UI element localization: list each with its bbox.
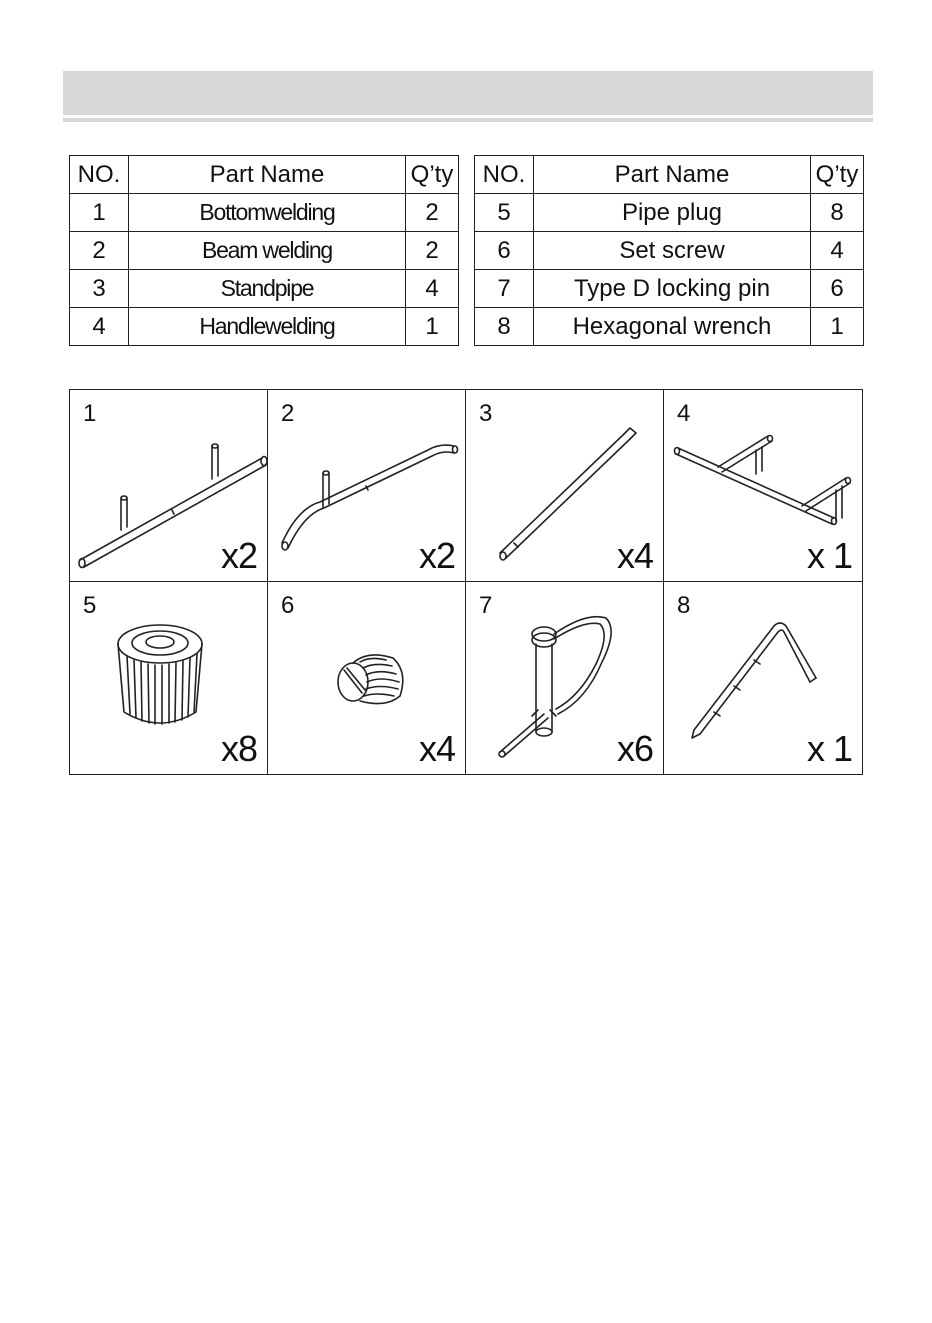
- header-part-name: Part Name: [534, 156, 811, 194]
- part-quantity: x2: [220, 535, 257, 576]
- part-number: 6: [281, 592, 295, 619]
- part-number: 5: [83, 592, 97, 619]
- part-quantity: x 1: [806, 535, 852, 576]
- table-row: [475, 270, 864, 308]
- row-part-name: Set screw: [534, 232, 811, 270]
- header-no: NO.: [70, 156, 129, 194]
- part-number: 8: [677, 592, 691, 619]
- row-part-name: Standpipe: [129, 270, 406, 308]
- row-qty: 2: [406, 194, 459, 232]
- header-no: NO.: [475, 156, 534, 194]
- part-cell-locking-pin: [466, 582, 664, 774]
- part-cell-pipe-plug: [70, 582, 268, 774]
- row-qty: 8: [811, 194, 864, 232]
- row-no: 4: [70, 308, 129, 346]
- part-number: 2: [281, 400, 295, 427]
- part-quantity: x4: [418, 728, 455, 769]
- row-no: 1: [70, 194, 129, 232]
- row-no: 3: [70, 270, 129, 308]
- part-cell-bottom-welding: [70, 390, 268, 582]
- part-quantity: x4: [616, 535, 653, 576]
- table-header-row: [475, 156, 864, 194]
- table-row: [475, 308, 864, 346]
- row-no: 7: [475, 270, 534, 308]
- part-quantity: x8: [220, 728, 257, 769]
- row-part-name: Handlewelding: [129, 308, 406, 346]
- part-number: 1: [83, 400, 97, 427]
- table-row: [70, 194, 459, 232]
- table-row: [475, 194, 864, 232]
- part-cell-hexagonal-wrench: [664, 582, 862, 774]
- row-part-name: Pipe plug: [534, 194, 811, 232]
- row-no: 8: [475, 308, 534, 346]
- row-part-name: Beam welding: [129, 232, 406, 270]
- part-cell-handle-welding: [664, 390, 862, 582]
- part-number: 4: [677, 400, 691, 427]
- row-qty: 1: [406, 308, 459, 346]
- row-no: 2: [70, 232, 129, 270]
- row-qty: 2: [406, 232, 459, 270]
- parts-illustration-grid: [69, 389, 863, 775]
- parts-table-left: [69, 155, 459, 346]
- header-qty: Q’ty: [811, 156, 864, 194]
- row-part-name: Hexagonal wrench: [534, 308, 811, 346]
- part-cell-beam-welding: [268, 390, 466, 582]
- parts-table-right: [474, 155, 864, 346]
- part-number: 3: [479, 400, 493, 427]
- part-quantity: x 1: [806, 728, 852, 769]
- row-part-name: Type D locking pin: [534, 270, 811, 308]
- row-qty: 4: [811, 232, 864, 270]
- row-qty: 4: [406, 270, 459, 308]
- part-cell-set-screw: [268, 582, 466, 774]
- section-header-rule: [63, 118, 873, 122]
- row-no: 5: [475, 194, 534, 232]
- table-row: [70, 308, 459, 346]
- table-row: [475, 232, 864, 270]
- row-qty: 1: [811, 308, 864, 346]
- table-header-row: [70, 156, 459, 194]
- row-no: 6: [475, 232, 534, 270]
- header-qty: Q’ty: [406, 156, 459, 194]
- row-part-name: Bottomwelding: [129, 194, 406, 232]
- header-part-name: Part Name: [129, 156, 406, 194]
- section-header-bar: [63, 71, 873, 115]
- part-quantity: x6: [616, 728, 653, 769]
- part-quantity: x2: [418, 535, 455, 576]
- table-row: [70, 270, 459, 308]
- part-cell-standpipe: [466, 390, 664, 582]
- table-row: [70, 232, 459, 270]
- part-number: 7: [479, 592, 493, 619]
- row-qty: 6: [811, 270, 864, 308]
